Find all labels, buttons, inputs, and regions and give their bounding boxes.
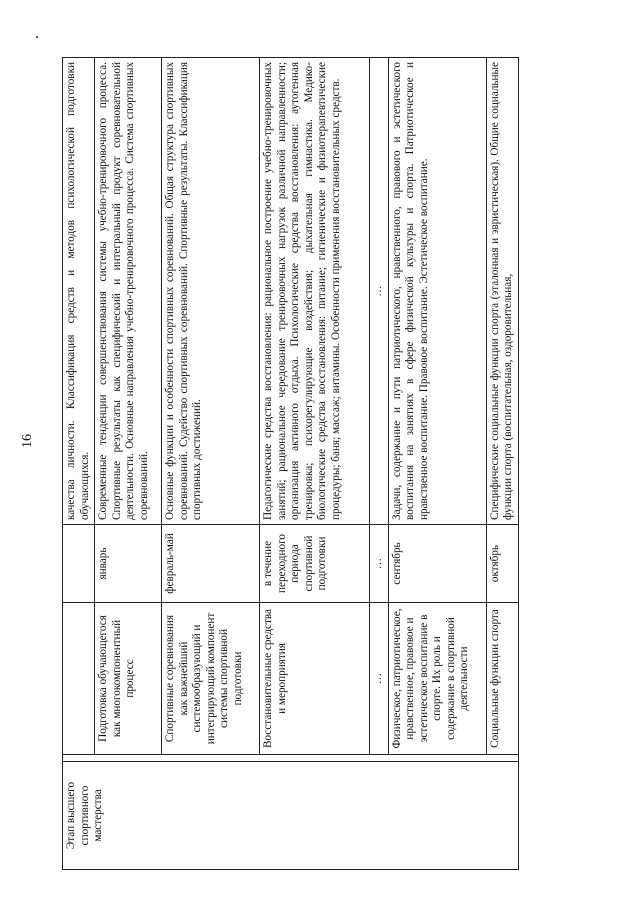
table-row [162,58,260,870]
content-cell: Задачи, содержание и пути патриотического, нравственного, правового и эстетического воспитания на занятиях в сфере физической культуры и спорта. Патриотическое и нравственное воспитание. Правовое воспитание. Эстетическое воспитание. [388,58,486,525]
date-cell: сентябрь [388,525,486,603]
date-cell: январь [95,525,162,603]
topic-cell: Спортивные соревнования как важнейший системообразующий и интегрирующий компонент системы спортивной подготовки [162,603,260,755]
content-cell: Педагогические средства восстановления: рациональное построение учебно-тренировочных занятий; рациональное чередование тренировочных нагрузок различной направленности; организация активного отдыха. Психологические средства восстановления: аутогенная тренировка; психорегулирующие воздействия; дыхательная гимнастика. Медико-биологические средства восстановления: питание; гигиенические и физиотерапевтические процедуры; баня; массаж; витамины. Особенности применения восстановительных средств. [260,58,370,525]
topic-cell: Восстановительные средства и мероприятия [260,603,370,755]
table-row [370,58,389,870]
content-cell: Основные функции и особенности спортивных соревнований. Общая структура спортивных соревнований. Судейство спортивных соревнований. Спортивные результаты. Классификация спортивных достижений. [162,58,260,525]
date-cell [63,525,95,603]
topic-cell: Физическое, патриотическое, нравственное, правовое и эстетическое воспитание в спорте. Их роль и содержание в спортивной деятельности [388,603,486,755]
date-cell: октябрь [486,525,518,603]
topic-cell: Социальные функции спорта [486,603,518,755]
topic-cell [63,603,95,755]
blank-column-cell [63,755,519,762]
date-cell: в течение переходного периода спортивной подготовки [260,525,370,603]
content-cell: Специфические социальные функции спорта (эталонная и эвристическая). Общие социальные функции спорта (воспитательная, оздоровительная, [486,58,518,525]
table-row [486,58,518,870]
content-cell: … [370,58,389,525]
page-number: 16 [20,434,35,448]
curriculum-table [62,57,519,870]
date-cell: … [370,525,389,603]
date-cell: февраль-май [162,525,260,603]
scan-speck [36,36,38,38]
stage-cell: Этап высшего спортивного мастерства [63,762,519,870]
table-row [388,58,486,870]
table-row [95,58,162,870]
table-row [63,58,95,870]
topic-cell: … [370,603,389,755]
content-cell: Современные тенденции совершенствования системы учебно-тренировочного процесса. Спортивные результаты как специфический и интегральный продукт соревновательной деятельности. Основные направления учебно-тренировочного процесса. Система спортивных соревнований. [95,58,162,525]
content-cell: качества личности. Классификация средств и методов психологической подготовки обучающихся. [63,58,95,525]
topic-cell: Подготовка обучающегося как многокомпонентный процесс [95,603,162,755]
table-row [260,58,370,870]
